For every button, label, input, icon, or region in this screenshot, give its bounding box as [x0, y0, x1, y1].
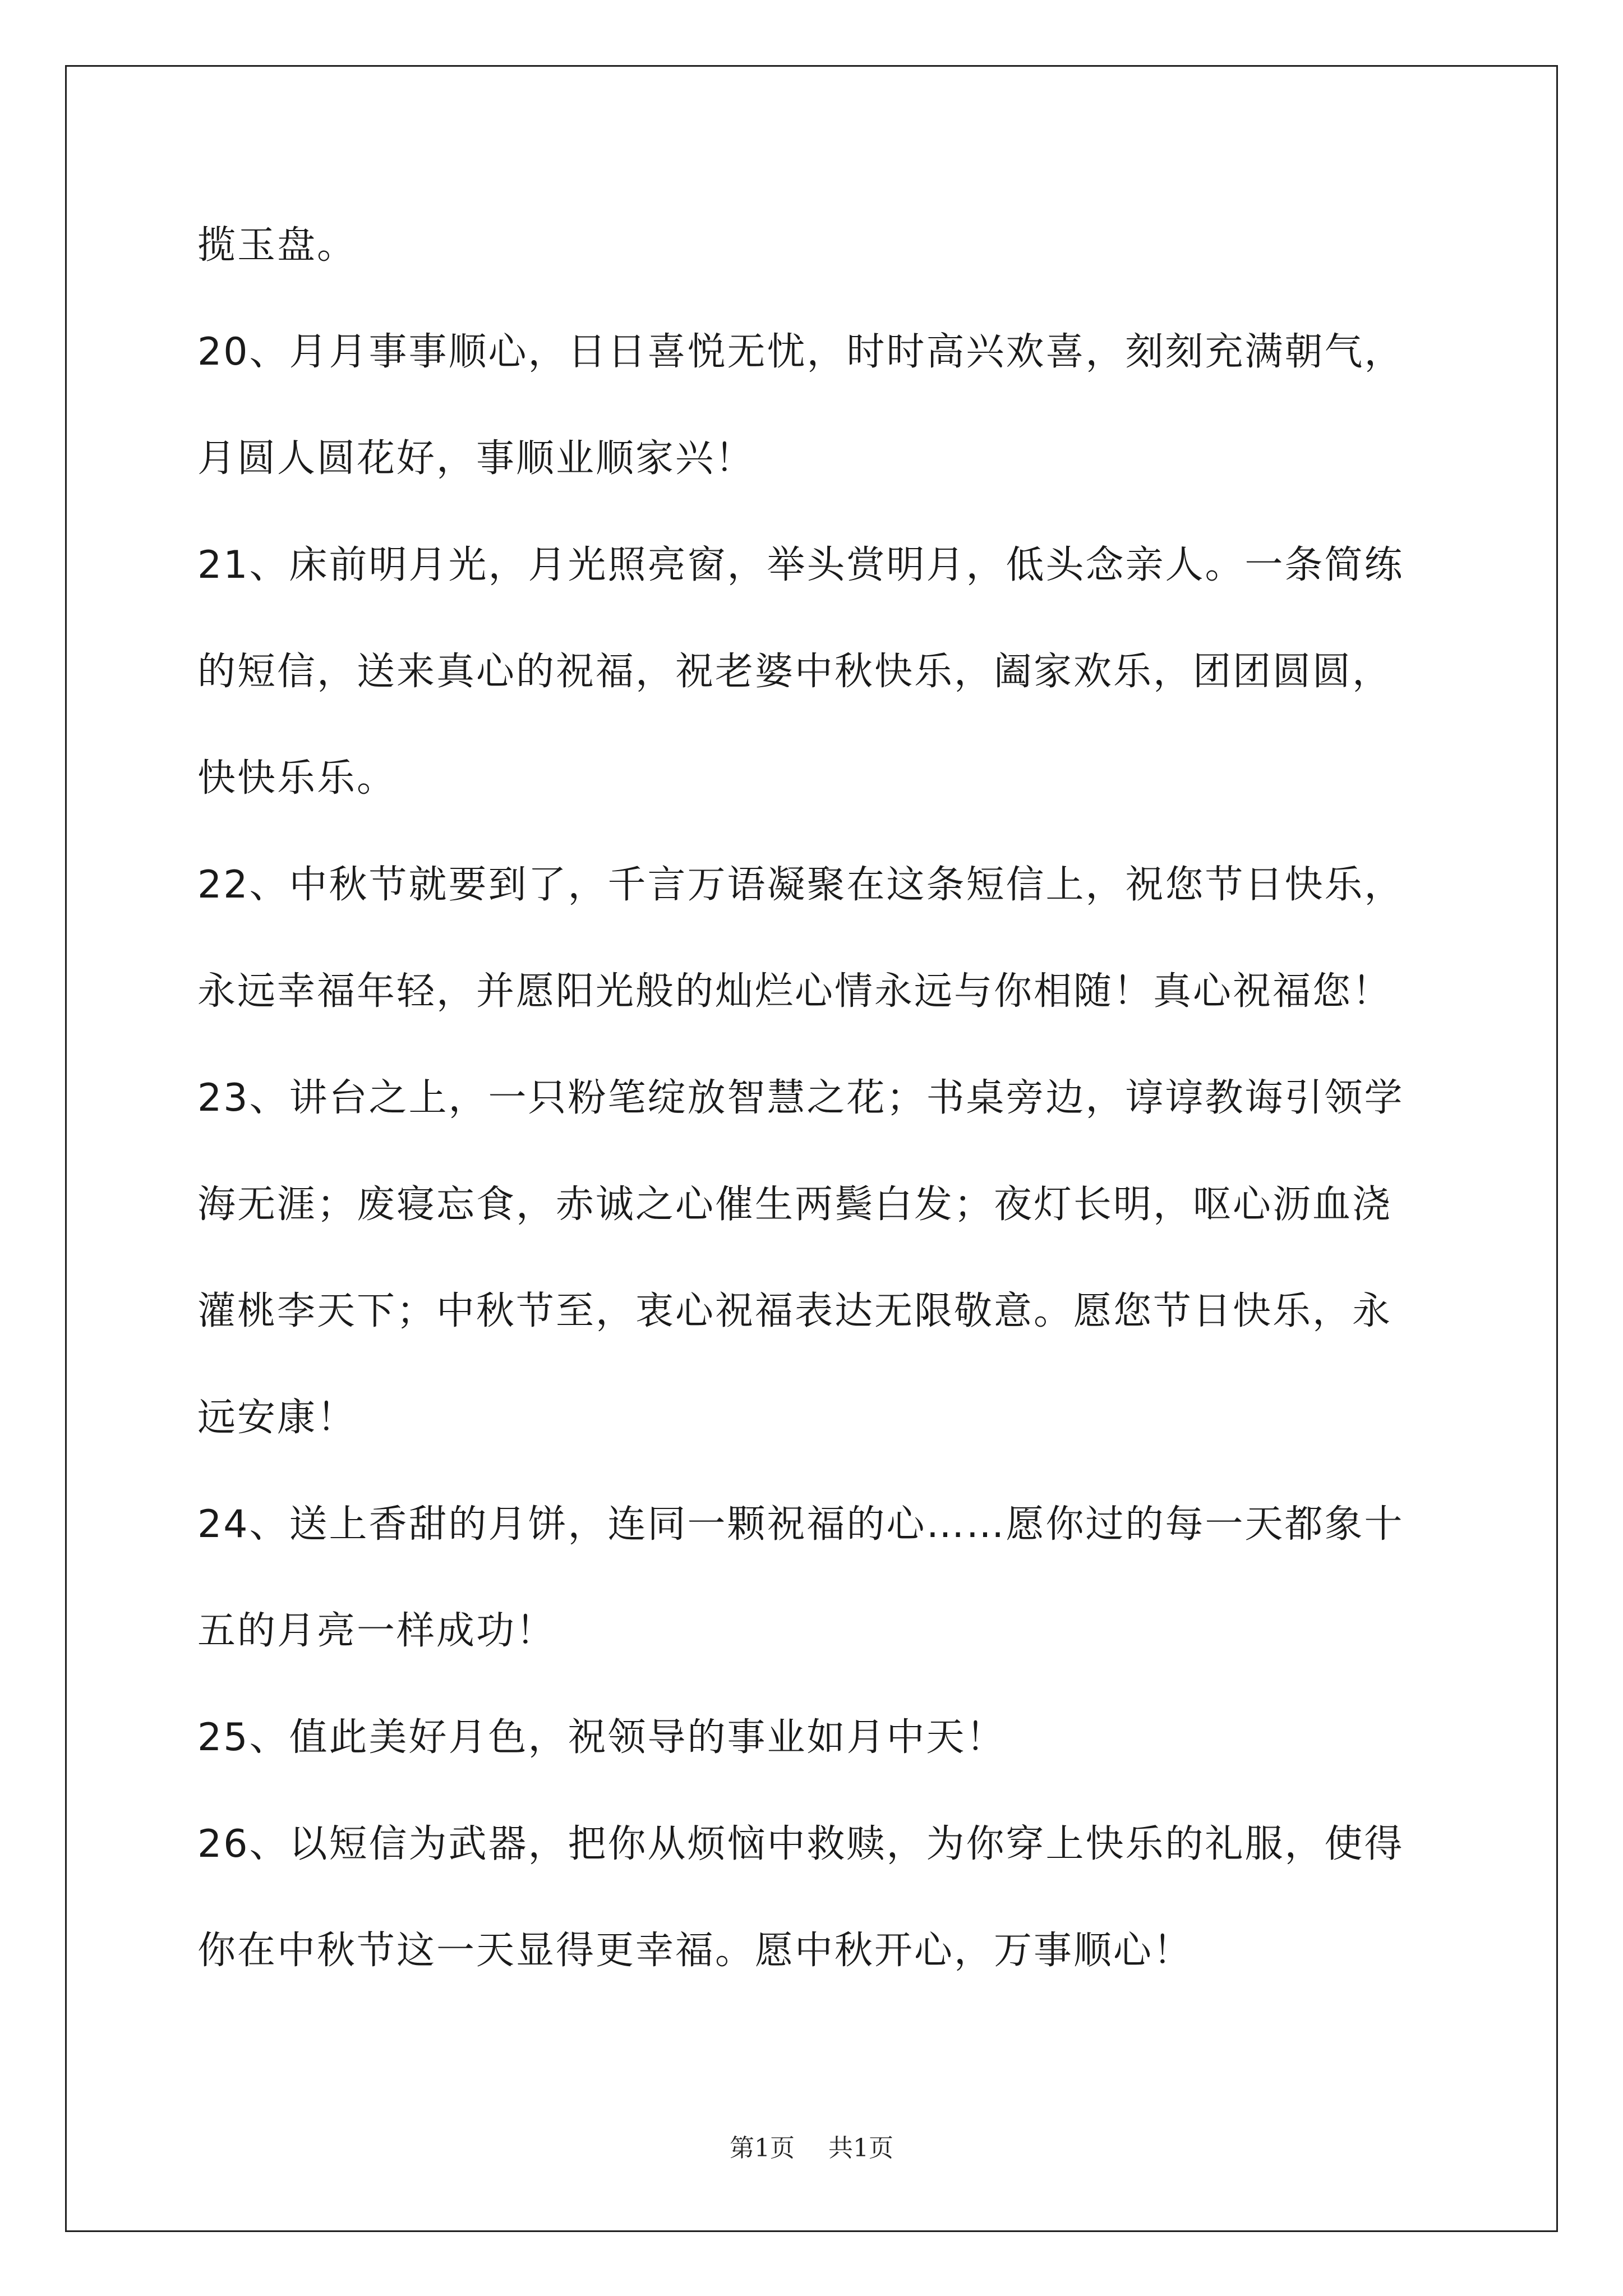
text-line: 快快乐乐。 — [197, 756, 397, 800]
text-line: 海无涯；废寝忘食，赤诚之心催生两鬓白发；夜灯长明，呕心沥血浇 — [197, 1182, 1393, 1227]
text-line: 你在中秋节这一天显得更幸福。愿中秋开心，万事顺心！ — [197, 1929, 1193, 1973]
text-line: 揽玉盘。 — [197, 223, 357, 268]
text-line: 灌桃李天下；中秋节至，衷心祝福表达无限敬意。愿您节日快乐，永 — [197, 1289, 1393, 1333]
text-line: 25、值此美好月色，祝领导的事业如月中天！ — [197, 1715, 1006, 1760]
page-number-current: 第1页 — [730, 2134, 795, 2162]
text-line: 五的月亮一样成功！ — [197, 1609, 556, 1653]
document-body — [197, 218, 1454, 2030]
text-line: 21、床前明月光，月光照亮窗，举头赏明月，低头念亲人。一条简练 — [197, 543, 1404, 587]
page-number-total: 共1页 — [828, 2134, 893, 2162]
text-line: 的短信，送来真心的祝福，祝老婆中秋快乐，阖家欢乐，团团圆圆， — [197, 650, 1393, 694]
text-line: 20、月月事事顺心，日日喜悦无忧，时时高兴欢喜，刻刻充满朝气， — [197, 330, 1404, 374]
text-line: 24、送上香甜的月饼，连同一颗祝福的心……愿你过的每一天都象十 — [197, 1502, 1404, 1547]
text-line: 远安康！ — [197, 1396, 357, 1440]
text-line: 月圆人圆花好，事顺业顺家兴！ — [197, 436, 755, 481]
page-footer — [0, 2128, 1623, 2164]
text-line: 26、以短信为武器，把你从烦恼中救赎，为你穿上快乐的礼服，使得 — [197, 1822, 1404, 1866]
text-line: 22、中秋节就要到了，千言万语凝聚在这条短信上，祝您节日快乐， — [197, 863, 1404, 907]
text-line: 23、讲台之上，一只粉笔绽放智慧之花；书桌旁边，谆谆教诲引领学 — [197, 1076, 1404, 1120]
text-line: 永远幸福年轻，并愿阳光般的灿烂心情永远与你相随！真心祝福您！ — [197, 969, 1393, 1014]
